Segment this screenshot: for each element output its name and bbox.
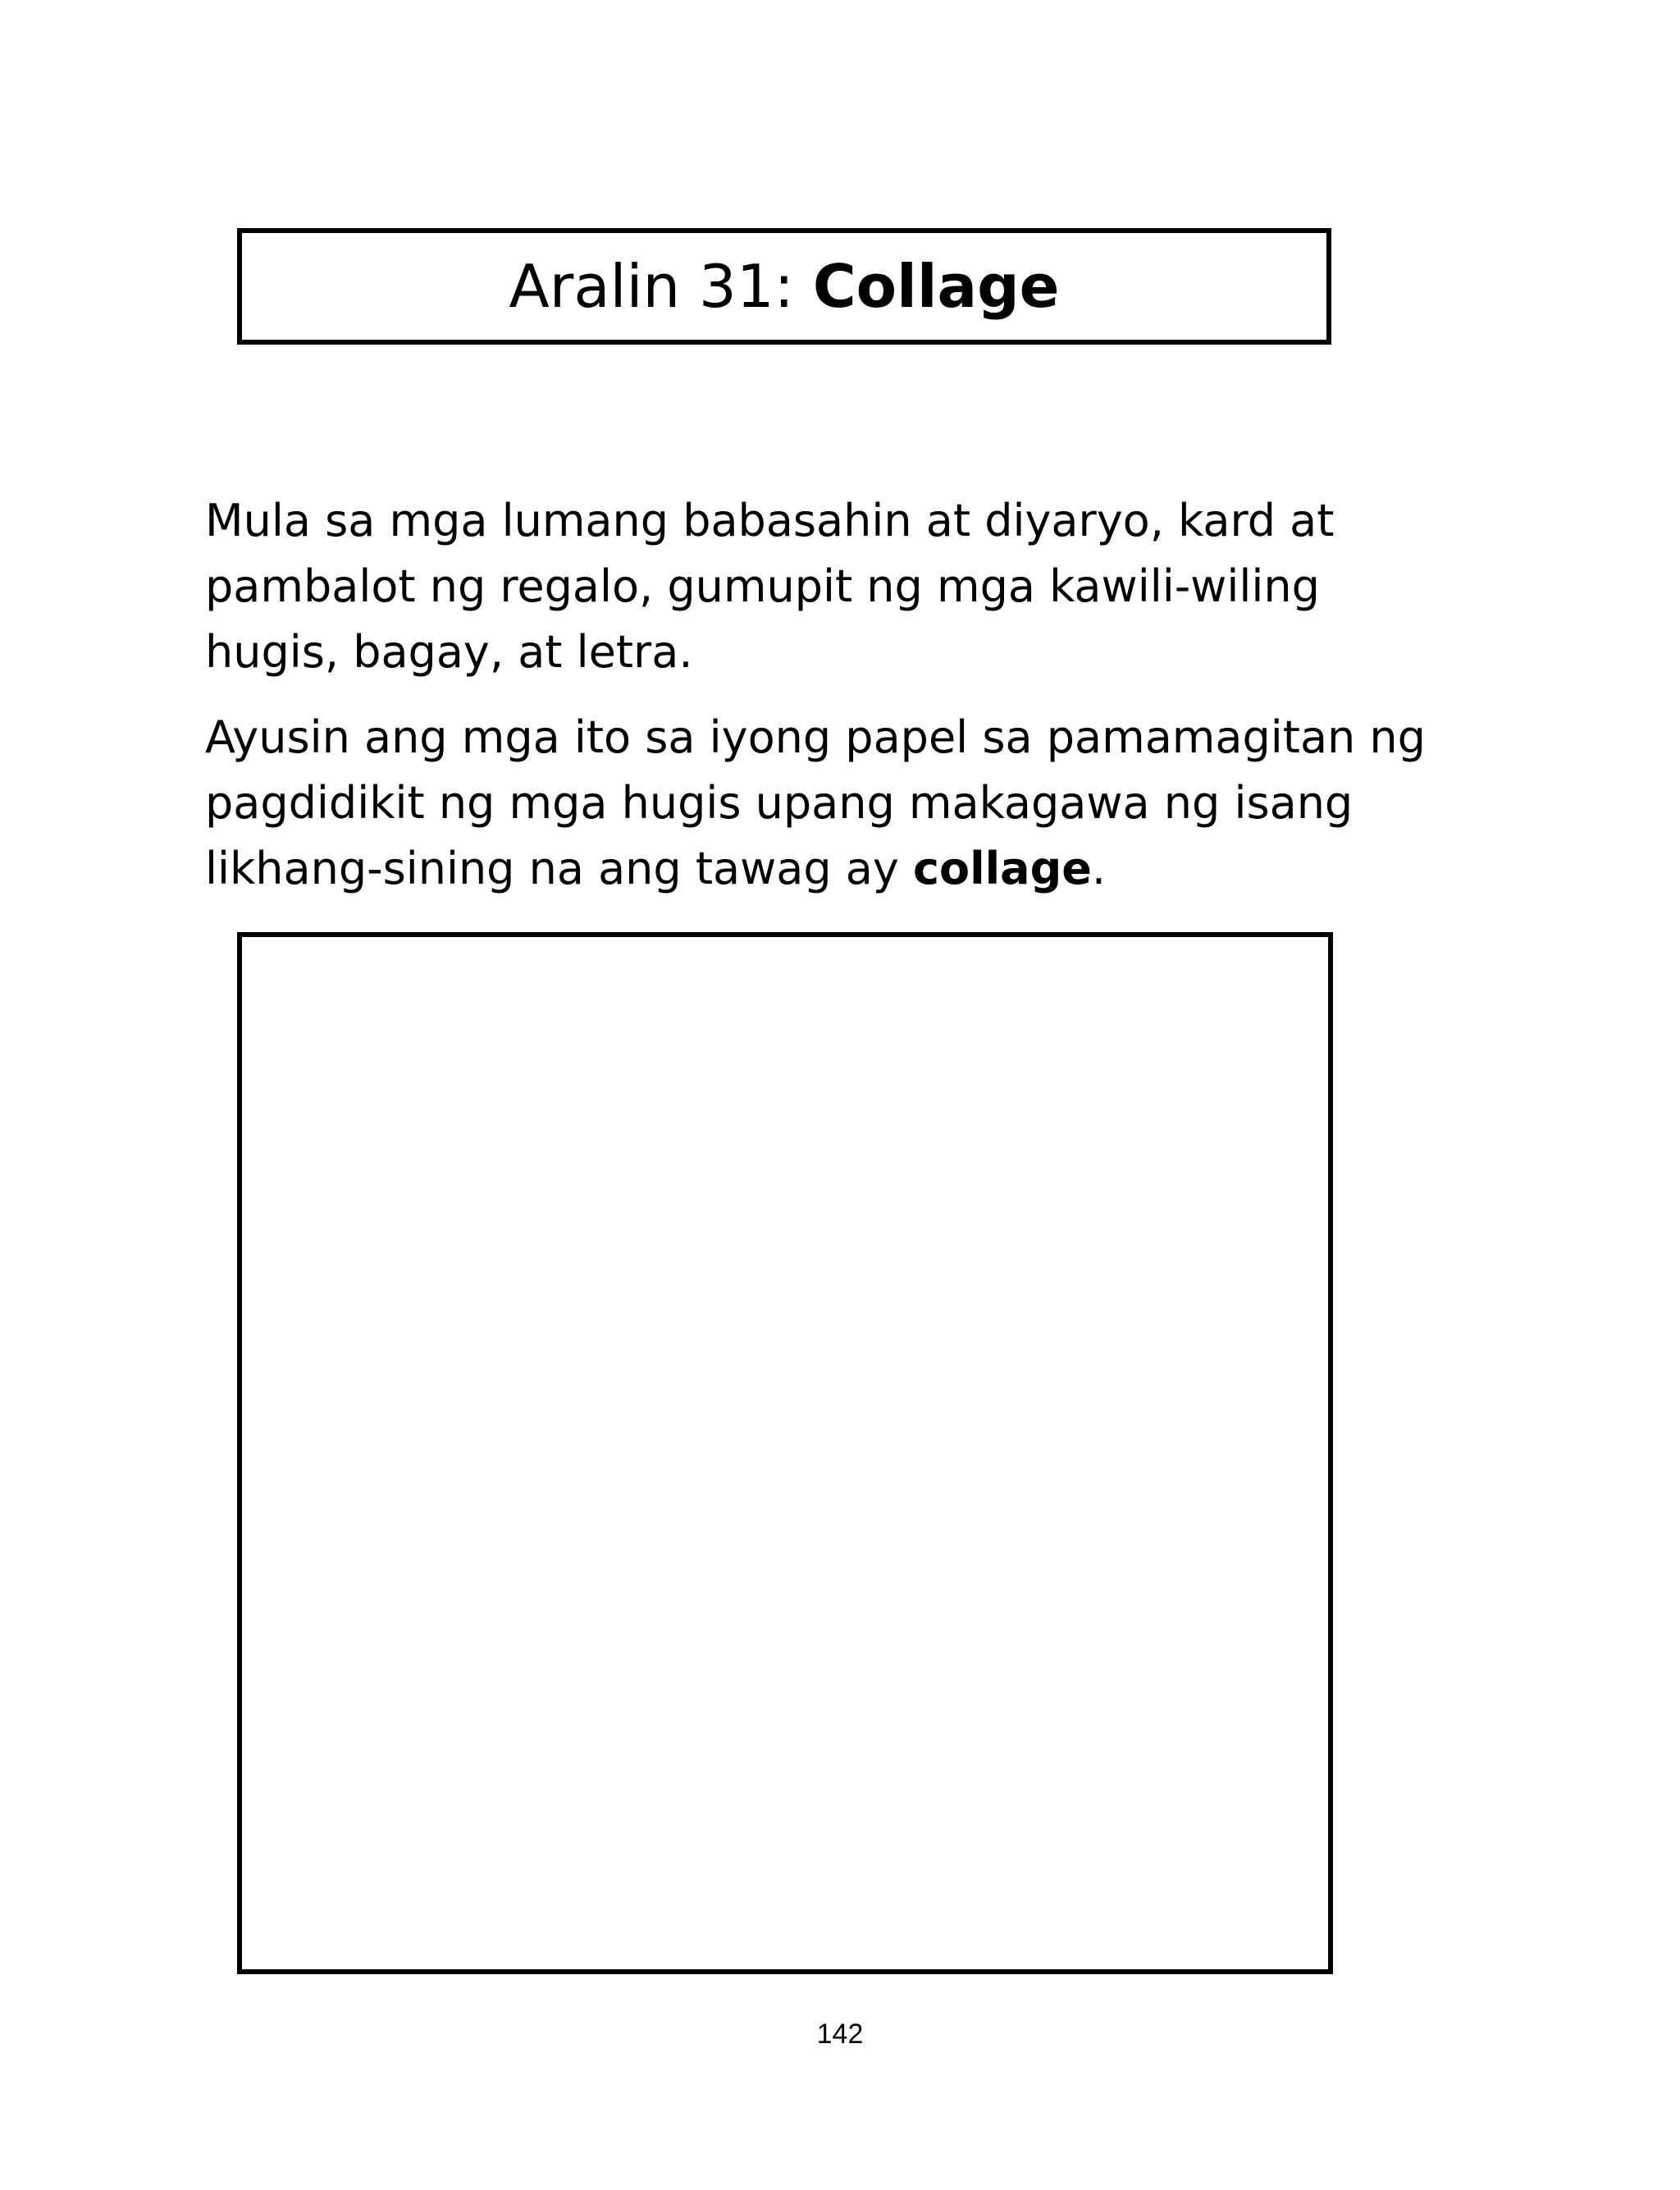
lesson-title-box xyxy=(237,228,1331,345)
paragraph-2-text: Ayusin ang mga ito sa iyong papel sa pamamagitan ng pagdidikit ng mga hugis upang makagawa ng isang likhang-sining na ang tawag ay xyxy=(205,711,1426,894)
lesson-number: Aralin 31: xyxy=(509,252,794,321)
page-number: 142 xyxy=(816,2019,864,2050)
lesson-topic: Collage xyxy=(812,252,1060,321)
instructions xyxy=(205,488,1452,921)
collage-term: collage xyxy=(913,843,1092,894)
collage-drawing-area xyxy=(237,932,1333,1974)
instruction-paragraph-2 xyxy=(205,705,1452,902)
paragraph-2-end: . xyxy=(1091,843,1107,894)
instruction-paragraph-1: Mula sa mga lumang babasahin at diyaryo, kard at pambalot ng regalo, gumupit ng mga kawili-wiling hugis, bagay, at letra. xyxy=(205,495,1335,678)
